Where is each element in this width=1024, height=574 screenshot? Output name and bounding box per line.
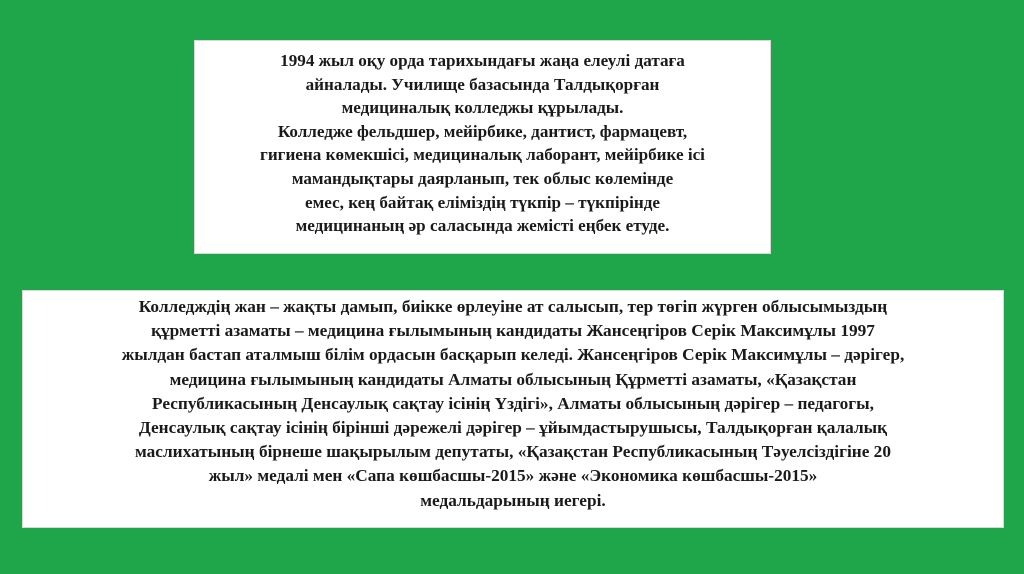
top-text-line: медициналық колледжы құрылады. [341,98,624,118]
top-text-line: 1994 жыл оқу орда тарихындағы жаңа елеулі датаға [280,51,685,70]
top-text-box [194,40,771,254]
bottom-text-line: жыл» медалі мен «Сапа көшбасшы-2015» және «Экономика көшбасшы-2015» [208,466,818,486]
top-text-line: емес, кең байтақ еліміздің түкпір – түкпірінде [305,192,660,212]
bottom-text-line: Денсаулық сақтау ісінің бірінші дәрежелі дәрігер – ұйымдастырушысы, Талдықорған қалалық [138,418,888,438]
top-text-line: медицинаның әр саласында жемісті еңбек етуде. [295,216,670,236]
top-text-line: Колледже фельдшер, мейірбике, дантист, фармацевт, [277,121,688,141]
bottom-text-line: құрметті азаматы – медицина ғылымының кандидаты Жансеңгіров Серік Максимұлы 1997 [151,321,875,341]
top-text-line: мамандықтары даярланып, тек облыс көлемінде [291,168,674,188]
bottom-text-box [22,290,1004,528]
bottom-text-line: маслихатының бірнеше шақырылым депутаты, «Қазақстан Республикасының Тәуелсіздігіне 20 [135,442,891,462]
top-text-line: гигиена көмекшісі, медициналық лаборант, мейірбике ісі [260,145,705,165]
bottom-text-line: медальдарының иегері. [420,490,606,510]
bottom-text-line: Республикасының Денсаулық сақтау ісінің Үздігі», Алматы облысының дәрігер – педагогы, [152,393,874,413]
bottom-text-line: жылдан бастап аталмыш білім ордасын басқарып келеді. Жансеңгіров Серік Максимұлы – дәрігер, [121,345,905,365]
top-text-line: айналады. Училище базасында Талдықорған [305,74,660,94]
bottom-text-line: медицина ғылымының кандидаты Алматы облысының Құрметті азаматы, «Қазақстан [169,369,857,389]
bottom-text-line: Колледждің жан – жақты дамып, биікке өрлеуіне ат салысып, тер төгіп жүрген облысымыздың [138,297,888,316]
